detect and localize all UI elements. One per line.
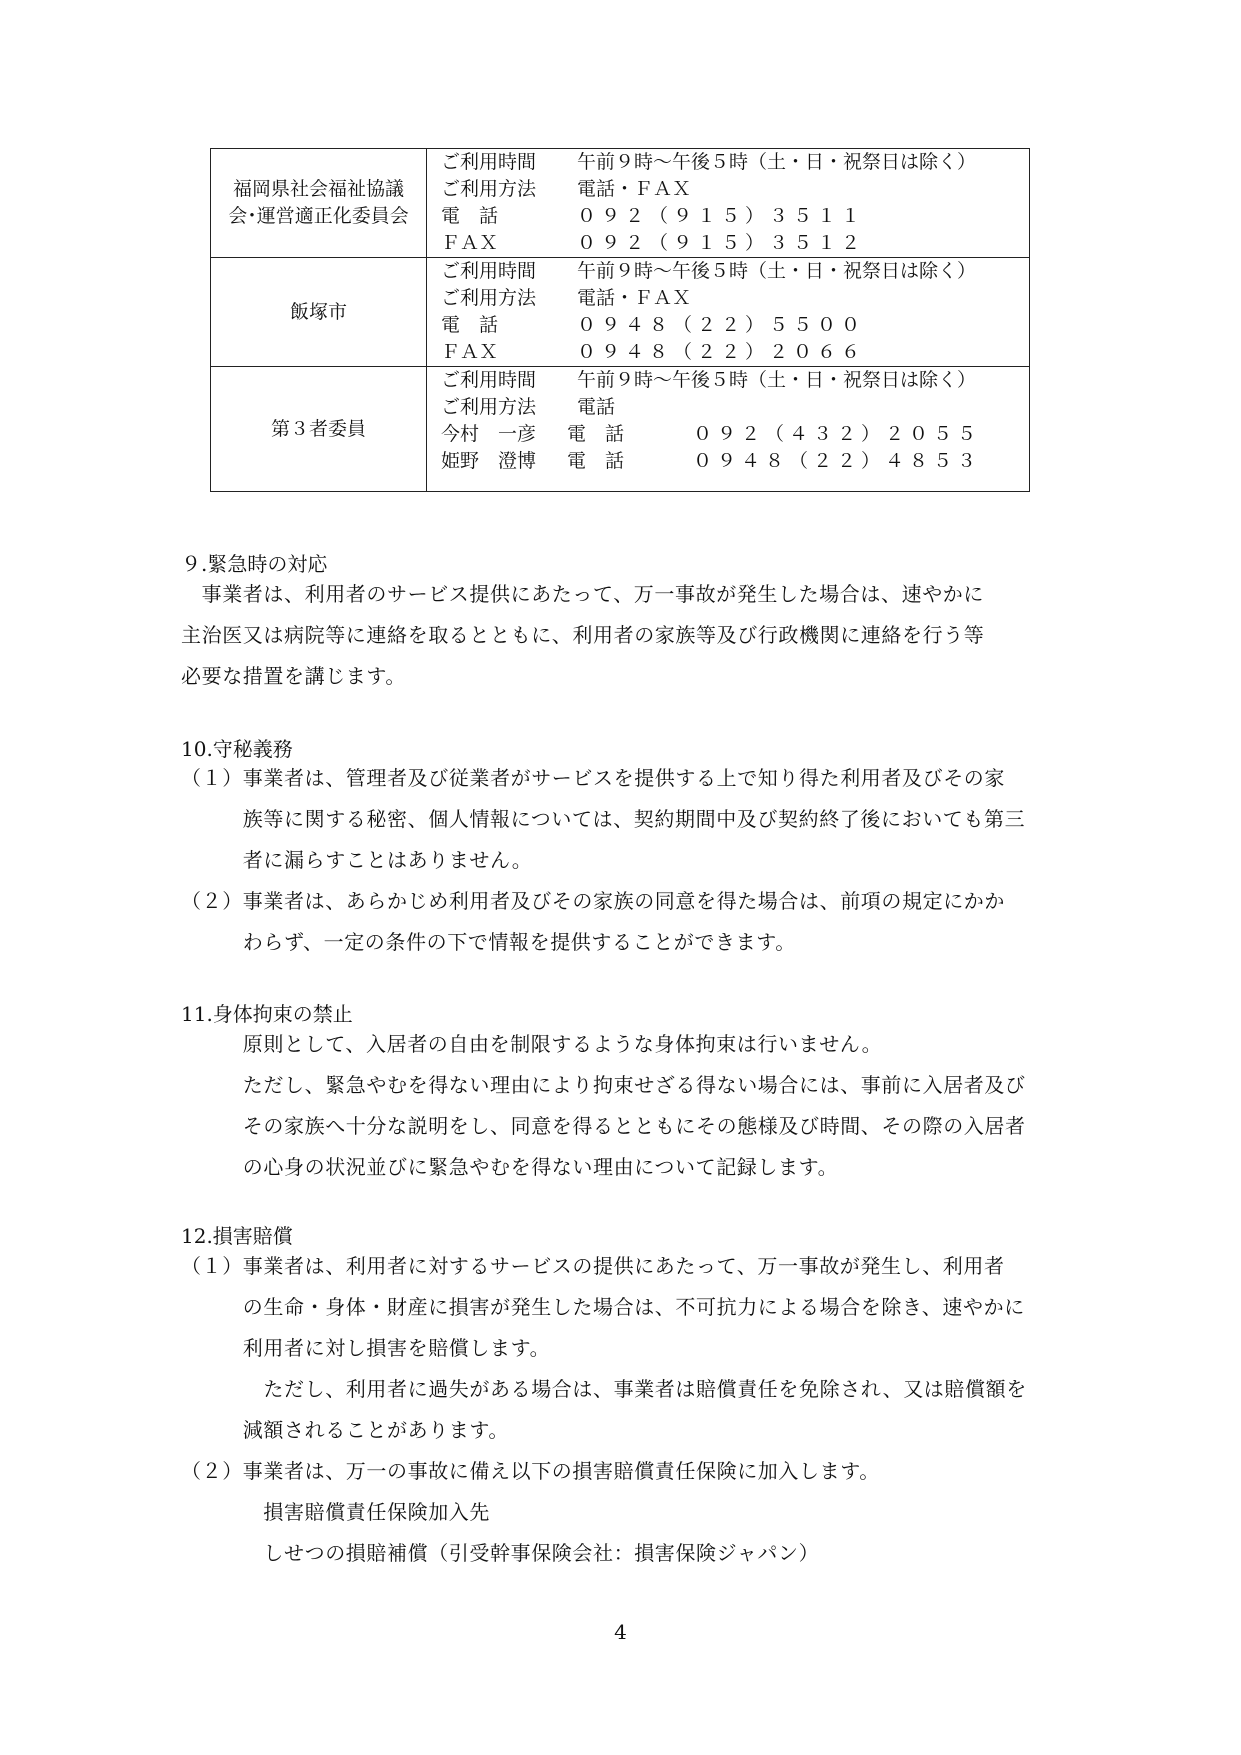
contact-value: ０９４８（２２）２０６６ xyxy=(577,341,866,363)
contact-line xyxy=(441,203,1029,230)
contact-label: 電 話 xyxy=(441,314,499,336)
paragraph-line: 族等に関する秘密、個人情報については、契約期間中及び契約終了後においても第三 xyxy=(181,807,1026,831)
contact-label: ご利用時間 xyxy=(441,151,537,173)
contact-value: ０９２（４３２）２０５５ xyxy=(693,423,982,445)
contact-value: ０９４８（２２）４８５３ xyxy=(693,450,982,472)
contact-line xyxy=(441,230,1029,257)
paragraph-line: しせつの損賠補償（引受幹事保険会社：損害保険ジャパン） xyxy=(181,1541,820,1565)
contact-label: ご利用時間 xyxy=(441,369,537,391)
contact-label: ご利用方法 xyxy=(441,396,537,418)
paragraph-line: 損害賠償責任保険加入先 xyxy=(181,1500,490,1524)
contact-label: 電 話 xyxy=(567,423,625,445)
organization-cell xyxy=(211,367,427,492)
contact-table xyxy=(210,148,1030,492)
paragraph-line: 必要な措置を講じます。 xyxy=(181,664,406,688)
contact-line xyxy=(441,394,1029,421)
organization-name: 福岡県社会福祉協議 xyxy=(232,178,404,200)
section-12-heading: 12.損害賠償 xyxy=(181,1224,293,1248)
cell-spacer xyxy=(441,475,1029,491)
organization-cell xyxy=(211,149,427,258)
paragraph-line: 減額されることがあります。 xyxy=(181,1418,509,1442)
contact-info-cell xyxy=(427,258,1030,367)
contact-label: 電 話 xyxy=(567,450,625,472)
contact-label: ご利用時間 xyxy=(441,260,537,282)
paragraph-line: わらず、一定の条件の下で情報を提供することができます。 xyxy=(181,930,796,954)
contact-row xyxy=(211,258,1030,367)
paragraph-line: （２）事業者は、あらかじめ利用者及びその家族の同意を得た場合は、前項の規定にかか xyxy=(181,889,1005,913)
contact-label: ご利用方法 xyxy=(441,178,537,200)
paragraph-line: の生命・身体・財産に損害が発生した場合は、不可抗力による場合を除き、速やかに xyxy=(181,1295,1025,1319)
organization-name: 飯塚市 xyxy=(289,300,347,323)
section-10-body xyxy=(181,758,1025,963)
section-11-heading: 11.身体拘束の禁止 xyxy=(181,1002,353,1026)
paragraph-line: の心身の状況並びに緊急やむを得ない理由について記録します。 xyxy=(181,1155,839,1179)
paragraph-line: ただし、利用者に過失がある場合は、事業者は賠償責任を免除され、又は賠償額を xyxy=(181,1377,1027,1401)
contact-label: ご利用方法 xyxy=(441,287,537,309)
contact-row xyxy=(211,149,1030,258)
paragraph-line: 事業者は、利用者のサービス提供にあたって、万一事故が発生した場合は、速やかに xyxy=(181,582,984,606)
paragraph-line: （１）事業者は、利用者に対するサービスの提供にあたって、万一事故が発生し、利用者 xyxy=(181,1254,1005,1278)
committee-member-line xyxy=(441,421,1029,448)
contact-line xyxy=(441,339,1029,366)
organization-cell xyxy=(211,258,427,367)
section-9-heading: ９.緊急時の対応 xyxy=(181,552,328,576)
paragraph-line: 主治医又は病院等に連絡を取るとともに、利用者の家族等及び行政機関に連絡を行う等 xyxy=(181,623,985,647)
paragraph-line: 者に漏らすことはありません。 xyxy=(181,848,533,872)
section-12-body xyxy=(181,1246,1027,1574)
committee-member-line xyxy=(441,448,1029,475)
member-name: 姫野 澄博 xyxy=(441,450,537,472)
paragraph-line: ただし、緊急やむを得ない理由により拘束せざる得ない場合には、事前に入居者及び xyxy=(181,1073,1026,1097)
paragraph-line: 原則として、入居者の自由を制限するような身体拘束は行いません。 xyxy=(181,1032,883,1056)
contact-value: 午前９時～午後５時（土・日・祝祭日は除く） xyxy=(577,260,977,282)
section-9-body xyxy=(181,574,984,697)
contact-row xyxy=(211,367,1030,492)
contact-line xyxy=(441,176,1029,203)
contact-label: 電 話 xyxy=(441,205,499,227)
contact-value: 午前９時～午後５時（土・日・祝祭日は除く） xyxy=(577,369,977,391)
paragraph-line: その家族へ十分な説明をし、同意を得るとともにその態様及び時間、その際の入居者 xyxy=(181,1114,1026,1138)
contact-info-cell xyxy=(427,149,1030,258)
contact-value: ０９４８（２２）５５００ xyxy=(577,314,866,336)
contact-line xyxy=(441,258,1029,285)
paragraph-line: （１）事業者は、管理者及び従業者がサービスを提供する上で知り得た利用者及びその家 xyxy=(181,766,1005,790)
section-11-body xyxy=(181,1024,1026,1188)
contact-value: ０９２（９１５）３５１１ xyxy=(577,205,866,227)
contact-value: ０９２（９１５）３５１２ xyxy=(577,232,866,254)
paragraph-line: 利用者に対し損害を賠償します。 xyxy=(181,1336,551,1360)
contact-line xyxy=(441,285,1029,312)
member-name: 今村 一彦 xyxy=(441,423,537,445)
contact-value: 午前９時～午後５時（土・日・祝祭日は除く） xyxy=(577,151,977,173)
contact-value: 電話・ＦＡＸ xyxy=(577,287,692,309)
organization-name: 第３者委員 xyxy=(270,417,366,440)
contact-info-cell xyxy=(427,367,1030,492)
contact-label: ＦＡＸ xyxy=(441,232,499,254)
contact-line xyxy=(441,367,1029,394)
contact-label: ＦＡＸ xyxy=(441,341,499,363)
contact-line xyxy=(441,312,1029,339)
paragraph-line: （２）事業者は、万一の事故に備え以下の損害賠償責任保険に加入します。 xyxy=(181,1459,880,1483)
organization-name: 会･運営適正化委員会 xyxy=(228,205,409,227)
contact-value: 電話・ＦＡＸ xyxy=(577,178,692,200)
page-number: 4 xyxy=(614,1620,627,1644)
contact-line xyxy=(441,149,1029,176)
contact-value: 電話 xyxy=(577,396,616,418)
section-10-heading: 10.守秘義務 xyxy=(181,737,293,761)
